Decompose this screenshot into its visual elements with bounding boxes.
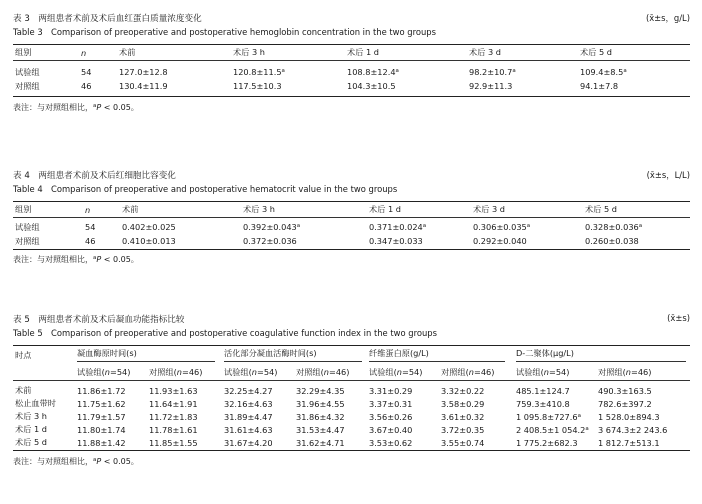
table-4 <box>13 169 690 265</box>
table-row: 术后 1 d 11.80±1.74 11.78±1.61 31.61±4.63 31.53±4.47 3.67±0.40 3.72±0.35 2 408.5±1 054.2$^a$ 3 674.3±2 243.6 <box>15 424 668 435</box>
header-pre: 术前 <box>119 47 136 57</box>
sub-header-control: 对照组(n=46) <box>441 366 495 377</box>
table-5-note: 表注：与对照组相比，$^a$P < 0.05。 <box>13 457 139 466</box>
table-row: 试验组 54 127.0±12.8 120.8±11.5$^a$ 108.8±12.4$^a$ 98.2±10.7$^a$ 109.4±8.5$^a$ <box>15 66 627 77</box>
header-n: n <box>81 47 87 58</box>
table-3-header-row <box>13 45 690 60</box>
table-row: 术后 5 d 11.88±1.42 11.85±1.55 31.67±4.20 31.62±4.71 3.53±0.62 3.55±0.74 1 775.2±682.3 1 812.7±513.1 <box>15 437 660 448</box>
table-3-bottom-rule <box>13 96 690 97</box>
header-group: 组别 <box>15 47 32 57</box>
header-ddimer: D-二聚体(μg/L) <box>516 348 686 362</box>
table-5-sub-header-row <box>13 364 690 380</box>
header-pt: 凝血酶原时间(s) <box>77 348 215 362</box>
sub-header-control: 对照组(n=46) <box>598 366 652 377</box>
header-1d: 术后 1 d <box>369 204 401 214</box>
header-fib: 纤维蛋白原(g/L) <box>369 348 505 362</box>
table-row: 对照组 46 0.410±0.013 0.372±0.036 0.347±0.033 0.292±0.040 0.260±0.038 <box>15 235 639 246</box>
header-3d: 术后 3 d <box>469 47 501 57</box>
table-3-unit: (x̄±s，g/L) <box>645 13 690 23</box>
table-row: 试验组 54 0.402±0.025 0.392±0.043$^a$ 0.371±0.024$^a$ 0.306±0.035$^a$ 0.328±0.036$^a$ <box>15 221 643 232</box>
table-4-bottom-rule <box>13 249 690 250</box>
header-3h: 术后 3 h <box>243 204 275 214</box>
table-row: 术后 3 h 11.79±1.57 11.72±1.83 31.89±4.47 31.86±4.32 3.56±0.26 3.61±0.32 1 095.8±727.6$^a$ 1 528.0±894.3 <box>15 411 660 422</box>
sub-header-control: 对照组(n=46) <box>296 366 350 377</box>
table-5-title-cn: 表 5 两组患者术前及术后凝血功能指标比较 (x̄±s) <box>13 313 690 325</box>
sub-header-test: 试验组(n=54) <box>516 366 570 377</box>
table-row: 术前 11.86±1.72 11.93±1.63 32.25±4.27 32.29±4.35 3.31±0.29 3.32±0.22 485.1±124.7 490.3±163.5 <box>15 385 652 396</box>
table-4-header-row <box>13 202 690 217</box>
sub-header-control: 对照组(n=46) <box>149 366 203 377</box>
header-3d: 术后 3 d <box>473 204 505 214</box>
table-row: 对照组 46 130.4±11.9 117.5±10.3 104.3±10.5 92.9±11.3 94.1±7.8 <box>15 80 619 91</box>
table-5 <box>13 313 690 467</box>
table-4-note: 表注：与对照组相比，$^a$P < 0.05。 <box>13 255 139 264</box>
header-1d: 术后 1 d <box>347 47 379 57</box>
table-row: 松止血带时 11.75±1.62 11.64±1.91 32.16±4.63 31.96±4.55 3.37±0.31 3.58±0.29 759.3±410.8 782.6±397.2 <box>15 398 652 409</box>
header-group: 组别 <box>15 204 32 214</box>
sub-header-test: 试验组(n=54) <box>369 366 423 377</box>
table-3-title-en: Table 3 Comparison of preoperative and postoperative hemoglobin concentration in the two groups <box>13 27 436 37</box>
table-3-note: 表注：与对照组相比，$^a$P < 0.05。 <box>13 103 139 112</box>
header-aptt: 活化部分凝血活酶时间(s) <box>224 348 362 362</box>
table-5-group-header-row <box>13 346 690 364</box>
table-3-title-cn: 表 3 两组患者术前及术后血红蛋白质量浓度变化 (x̄±s，g/L) <box>13 13 690 24</box>
table-4-title-cn: 表 4 两组患者术前及术后红细胞比容变化 (x̄±s，L/L) <box>13 170 690 181</box>
header-5d: 术后 5 d <box>580 47 612 57</box>
table-4-title-en: Table 4 Comparison of preoperative and postoperative hematocrit value in the two groups <box>13 184 398 194</box>
table-4-unit: (x̄±s，L/L) <box>646 170 690 180</box>
header-3h: 术后 3 h <box>233 47 265 57</box>
table-5-unit: (x̄±s) <box>667 313 690 323</box>
header-timepoint: 时点 <box>15 349 32 360</box>
table-5-bottom-rule <box>13 450 690 451</box>
header-n: n <box>85 204 91 215</box>
table-5-title-en: Table 5 Comparison of preoperative and postoperative coagulative function index in the two groups <box>13 328 437 338</box>
header-5d: 术后 5 d <box>585 204 617 214</box>
sub-header-test: 试验组(n=54) <box>77 366 131 377</box>
table-3 <box>13 12 690 113</box>
sub-header-test: 试验组(n=54) <box>224 366 278 377</box>
header-pre: 术前 <box>122 204 139 214</box>
